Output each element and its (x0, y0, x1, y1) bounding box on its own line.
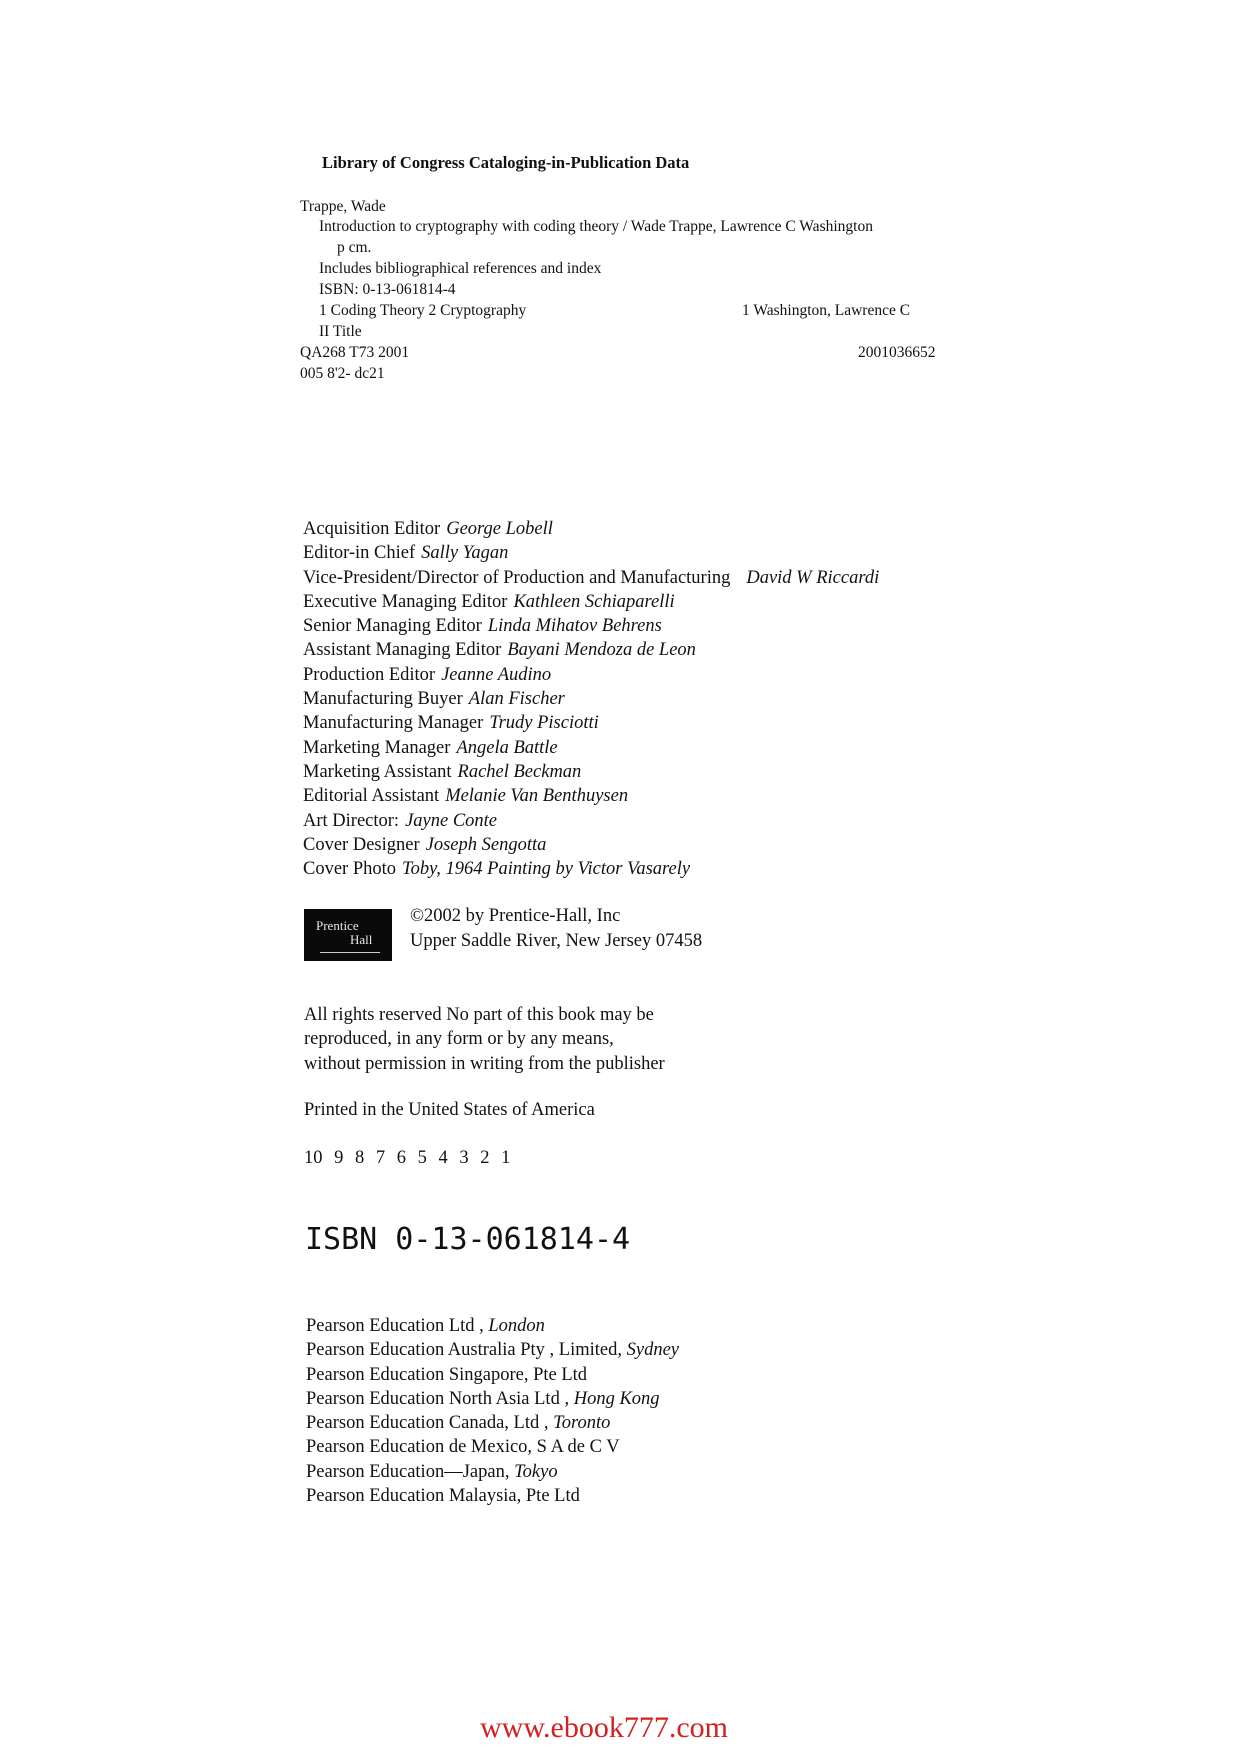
credit-name: Alan Fischer (468, 689, 565, 710)
cip-dewey: 005 8'2- dc21 (300, 365, 385, 382)
credit-line (303, 760, 879, 784)
credit-name: Trudy Pisciotti (489, 713, 599, 734)
credit-role: Marketing Assistant (303, 761, 452, 782)
credit-name: Bayani Mendoza de Leon (507, 640, 696, 661)
pearson-office (306, 1460, 679, 1484)
cip-added-entry: 1 Washington, Lawrence C (742, 302, 911, 319)
cip-includes: Includes bibliographical references and index (319, 260, 602, 277)
pearson-org: Pearson Education Australia Pty , Limited, (306, 1340, 622, 1361)
credit-role: Manufacturing Manager (303, 713, 484, 734)
credit-line (303, 784, 879, 808)
credit-line (303, 638, 879, 662)
credit-name: Toby, 1964 Painting by Victor Vasarely (402, 859, 691, 880)
credit-name: Linda Mihatov Behrens (487, 616, 662, 637)
credit-line (303, 736, 879, 760)
credits-list (303, 517, 879, 881)
pearson-org: Pearson Education—Japan, (306, 1461, 510, 1482)
credit-line (303, 614, 879, 638)
cip-lccn: 2001036652 (858, 344, 936, 361)
rights-line: All rights reserved No part of this book may be (304, 1005, 654, 1025)
pearson-org: Pearson Education Canada, Ltd , (306, 1413, 549, 1434)
credit-role: Acquisition Editor (303, 519, 441, 539)
logo-underline (320, 952, 380, 953)
credit-name: David W Riccardi (746, 567, 880, 588)
credit-name: Kathleen Schiaparelli (513, 591, 675, 612)
credit-name: Joseph Sengotta (425, 834, 547, 855)
credit-role: Cover Designer (303, 834, 420, 855)
pearson-city: London (488, 1316, 545, 1336)
pearson-org: Pearson Education Singapore, Pte Ltd (306, 1364, 588, 1385)
credit-role: Assistant Managing Editor (303, 640, 502, 661)
credit-line (303, 590, 879, 614)
publisher-info (410, 904, 702, 954)
pearson-office (306, 1484, 679, 1508)
pearson-org: Pearson Education North Asia Ltd , (306, 1388, 570, 1409)
credit-line (303, 833, 879, 857)
prentice-hall-logo (304, 909, 392, 961)
cip-heading: Library of Congress Cataloging-in-Publication Data (322, 153, 690, 172)
credit-line (303, 711, 879, 735)
cip-call-number: QA268 T73 2001 (300, 344, 410, 361)
credit-role: Editorial Assistant (303, 786, 440, 807)
watermark-url[interactable]: www.ebook777.com (480, 1711, 729, 1744)
credit-role: Marketing Manager (303, 737, 451, 758)
pearson-office (306, 1314, 679, 1338)
credit-role: Executive Managing Editor (303, 591, 508, 612)
credit-line (303, 517, 879, 541)
pearson-office (306, 1363, 679, 1387)
print-line-numbers: 10 9 8 7 6 5 4 3 2 1 (304, 1148, 511, 1168)
credit-name: George Lobell (446, 519, 553, 539)
cip-isbn: ISBN: 0-13-061814-4 (319, 281, 456, 298)
pearson-city: Hong Kong (573, 1388, 660, 1409)
rights-line: without permission in writing from the publisher (304, 1053, 665, 1074)
pearson-city: Tokyo (514, 1461, 558, 1482)
credit-name: Melanie Van Benthuysen (445, 786, 629, 807)
pearson-office (306, 1435, 679, 1459)
credit-line (303, 663, 879, 687)
pearson-city: Toronto (553, 1413, 611, 1434)
cip-title-line: Introduction to cryptography with coding theory / Wade Trappe, Lawrence C Washington (319, 218, 873, 235)
pearson-org: Pearson Education Ltd , (306, 1316, 484, 1336)
copyright-line: ©2002 by Prentice-Hall, Inc (410, 906, 621, 926)
cip-subjects: 1 Coding Theory 2 Cryptography (319, 302, 527, 319)
pearson-offices (306, 1314, 679, 1508)
cip-author: Trappe, Wade (300, 198, 386, 215)
credit-role: Production Editor (303, 664, 436, 685)
pearson-org: Pearson Education Malaysia, Pte Ltd (306, 1486, 580, 1507)
printed-in: Printed in the United States of America (304, 1100, 595, 1120)
credit-name: Sally Yagan (421, 543, 509, 564)
credit-role: Cover Photo (303, 859, 397, 880)
credit-role: Editor-in Chief (303, 543, 416, 564)
pearson-office (306, 1387, 679, 1411)
credit-role: Vice-President/Director of Production and Manufacturing (303, 567, 731, 588)
credit-name: Angela Battle (456, 737, 558, 758)
pearson-city: Sydney (626, 1340, 680, 1361)
pearson-office (306, 1338, 679, 1362)
isbn-large: ISBN 0-13-061814-4 (305, 1222, 631, 1257)
credit-line (303, 809, 879, 833)
credit-line (303, 857, 879, 881)
pearson-office (306, 1411, 679, 1435)
rights-line: reproduced, in any form or by any means, (304, 1029, 614, 1050)
publisher-address: Upper Saddle River, New Jersey 07458 (410, 931, 703, 951)
credit-line (303, 541, 879, 565)
credit-line (303, 566, 879, 590)
logo-line2: Hall (350, 932, 373, 947)
credit-role: Manufacturing Buyer (303, 689, 463, 710)
credit-line (303, 687, 879, 711)
credit-name: Jeanne Audino (441, 664, 552, 685)
credit-name: Rachel Beckman (457, 761, 582, 782)
logo-line1: Prentice (316, 918, 359, 933)
pearson-org: Pearson Education de Mexico, S A de C V (306, 1437, 620, 1458)
credit-name: Jayne Conte (405, 810, 498, 831)
credit-role: Art Director: (303, 810, 400, 831)
cip-title-entry: II Title (319, 323, 362, 340)
cip-pages: p cm. (337, 239, 372, 256)
credit-role: Senior Managing Editor (303, 616, 482, 637)
rights-notice (304, 1003, 665, 1076)
